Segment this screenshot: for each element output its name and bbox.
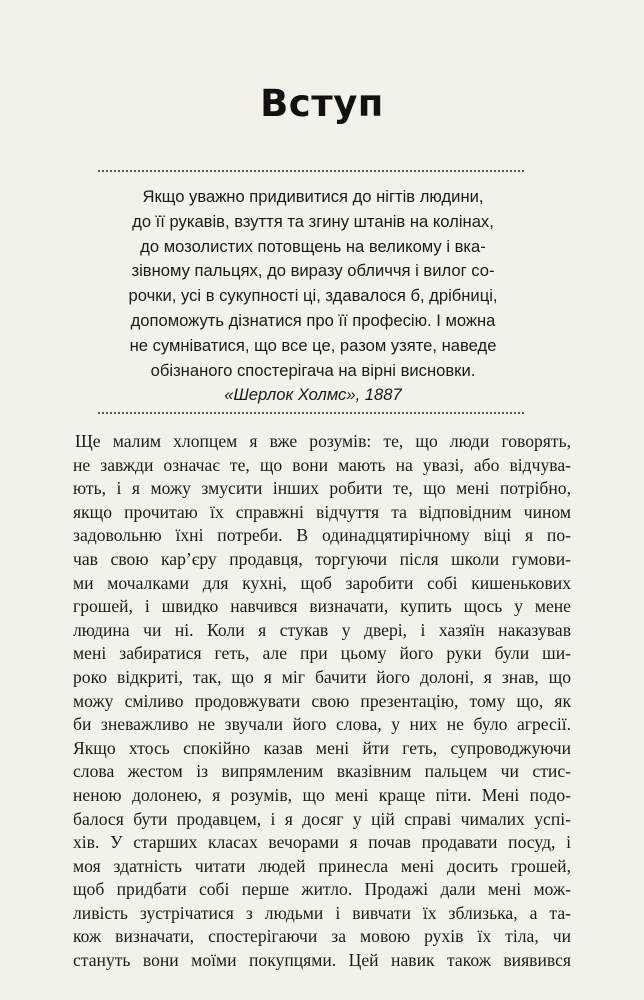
bottom-dotted-divider (98, 412, 524, 414)
epigraph-line: Якщо уважно придивитися до нігтів людини, (142, 187, 484, 206)
body-line: задовольню їхні потреби. В одинадцятирічному віці я по- (73, 525, 571, 546)
body-line: грошей, і швидко навчився визначати, купить щось у мене (73, 596, 571, 617)
chapter-title: Вступ (260, 82, 384, 125)
body-paragraph (73, 430, 571, 973)
body-line: кож визначати, спостерігаючи за мовою рухів їх тіла, чи (73, 926, 571, 947)
top-dotted-divider (98, 170, 524, 172)
body-line: щоб придбати собі перше житло. Продажі дали мені мож- (73, 879, 571, 900)
body-line: стануть вони моїми покупцями. Цей навик також виявився (73, 950, 571, 971)
body-line: чав свою кар’єру продавця, торгуючи після школи гумови- (73, 548, 571, 569)
body-line: ми мочалками для кухні, щоб заробити собі кишенькових (73, 572, 571, 593)
body-line: моя здатність читати людей принесла мені досить грошей, (73, 855, 571, 876)
epigraph-line: допоможуть дізнатися про її професію. І можна (130, 310, 496, 330)
epigraph-line: зівному пальцях, до виразу обличчя і вилог со- (131, 261, 495, 281)
epigraph-line: до мозолистих потовщень на великому і вка- (140, 236, 486, 256)
body-line: Ще малим хлопцем я вже розумів: те, що люди говорять, (75, 431, 571, 451)
body-line: мені забиратися геть, але при цьому його руки були ши- (73, 643, 571, 664)
epigraph-line: не сумніватися, що все це, разом узяте, наведе (129, 335, 497, 355)
body-line: хів. У старших класах вечорами я почав продавати посуд, і (73, 832, 571, 853)
epigraph (100, 185, 526, 408)
body-line: неною долонею, я розумів, що мені краще піти. Мені подо- (73, 784, 571, 805)
epigraph-line: рочки, усі в сукупності ці, здавалося б, дрібниці, (128, 286, 498, 306)
body-line: якщо прочитаю їх справжні відчуття та відповідним чином (73, 501, 571, 522)
body-line: слова жестом із випрямленим вказівним пальцем чи стис- (73, 761, 571, 782)
body-line: Якщо хтось спокійно казав мені йти геть, супроводжуючи (73, 737, 571, 758)
epigraph-line: до її рукавів, взуття та згину штанів на колінах, (132, 211, 494, 231)
body-line: би зневажливо не звучали його слова, у них не було агресії. (73, 714, 571, 735)
epigraph-line: обізнаного спостерігача на вірні висновки. (150, 360, 476, 380)
body-line: ливість зустрічатися з людьми і вивчати їх зблизька, а та- (73, 902, 571, 923)
body-line: людина чи ні. Коли я стукав у двері, і хазяїн наказував (73, 619, 571, 640)
body-line: не завжди означає те, що вони мають на увазі, або відчува- (73, 454, 571, 475)
body-line: можу сміливо продовжувати свою презентацію, тому що, як (73, 690, 571, 711)
epigraph-source: «Шерлок Холмс», 1887 (224, 385, 402, 405)
body-line: ють, і я можу змусити інших робити те, що мені потрібно, (73, 478, 571, 499)
body-line: роко відкриті, так, що я міг бачити його долоні, я знав, що (73, 666, 571, 687)
body-line: балося бути продавцем, і я досяг у цій справі чималих успі- (73, 808, 571, 829)
